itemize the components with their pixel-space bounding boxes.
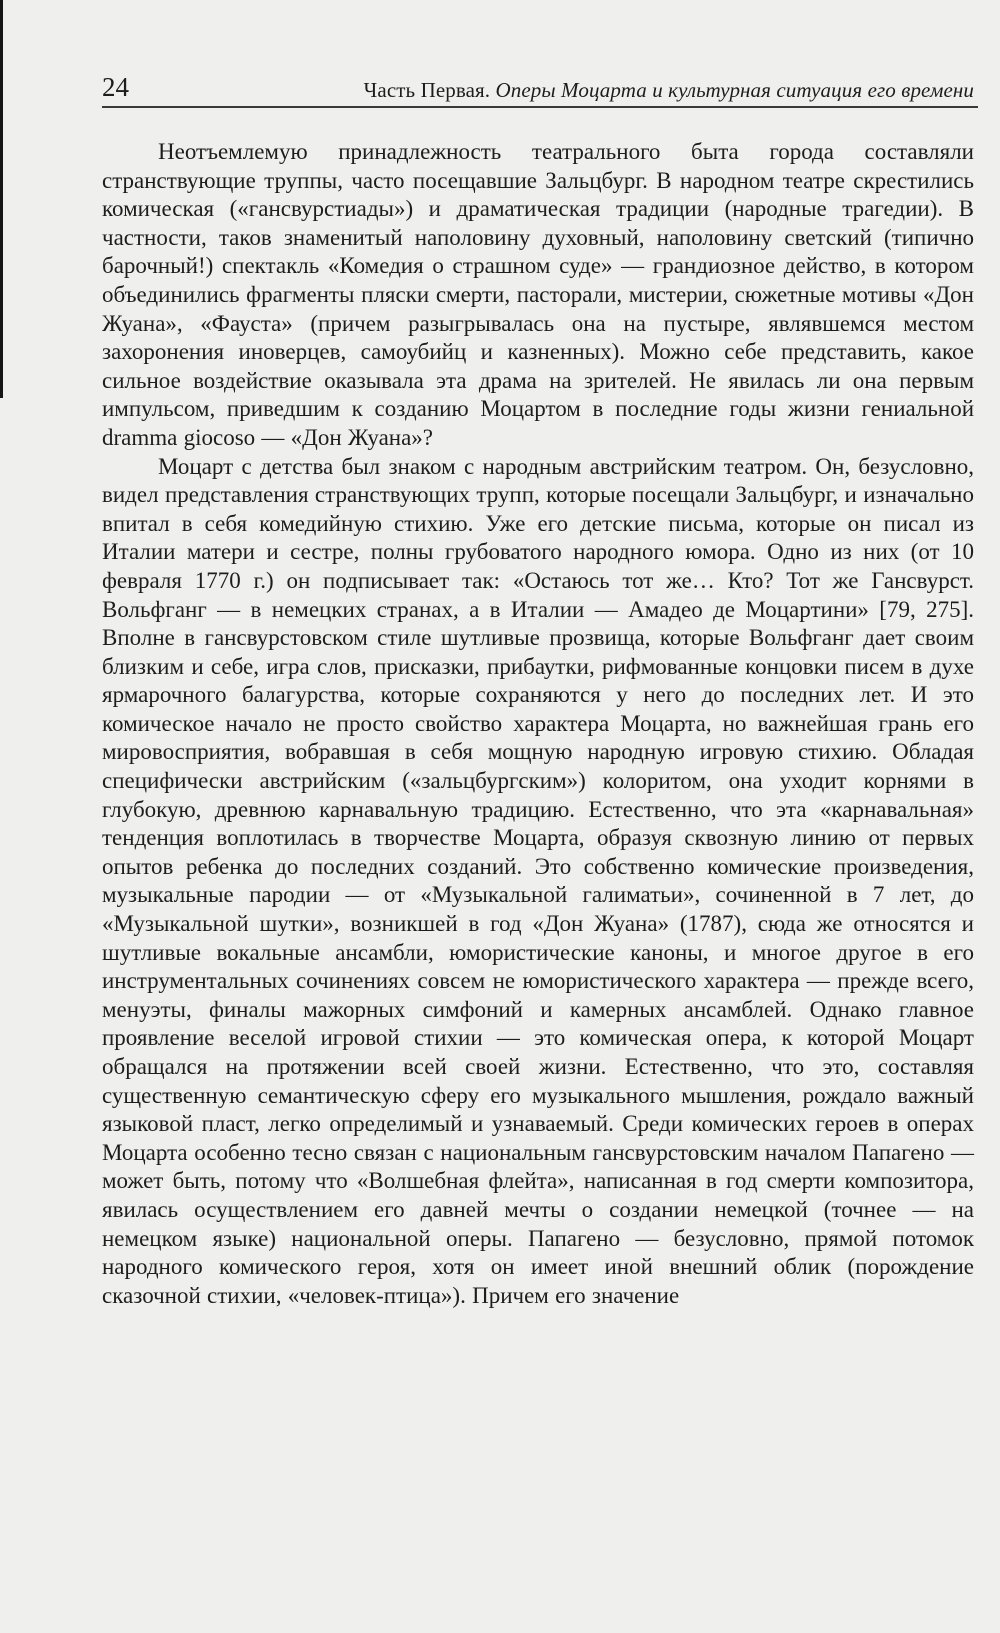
- running-header: [102, 72, 978, 108]
- running-title: [364, 79, 974, 101]
- paragraph-2: Моцарт с детства был знаком с народным австрийским театром. Он, безусловно, видел представления странствующих трупп, которые посещали Зальцбург, и изначально впитал в себя комедийную стихию. Уже его детские письма, которые он писал из Италии матери и сестре, полны грубоватого народного юмора. Одно из них (от 10 февраля 1770 г.) он подписывает так: «Остаюсь тот же… Кто? Тот же Гансвурст. Вольфганг — в немецких странах, а в Италии — Амадео де Моцартини» [79, 275]. Вполне в гансвурстовском стиле шутливые прозвища, которые Вольфганг дает своим близким и себе, игра слов, присказки, прибаутки, рифмованные концовки писем в духе ярмарочного балагурства, которые сохраняются у него до последних лет. И это комическое начало не просто свойство характера Моцарта, но важнейшая грань его мировосприятия, вобравшая в себя мощную народную игровую стихию. Обладая специфически австрийским («зальцбургским») колоритом, она уходит корнями в глубокую, древнюю карнавальную традицию. Естественно, что эта «карнавальная» тенденция воплотилась в творчестве Моцарта, образуя сквозную линию от первых опытов ребенка до последних созданий. Это собственно комические произведения, музыкальные пародии — от «Музыкальной галиматьи», сочиненной в 7 лет, до «Музыкальной шутки», возникшей в год «Дон Жуана» (1787), сюда же относятся и шутливые вокальные ансамбли, юмористические каноны, и многое другое в его инструментальных сочинениях совсем не юмористического характера — прежде всего, менуэты, финалы мажорных симфоний и камерных ансамблей. Однако главное проявление веселой игровой стихии — это комическая опера, к которой Моцарт обращался на протяжении всей своей жизни. Естественно, что это, составляя существенную семантическую сферу его музыкального мышления, рождало важный языковой пласт, легко определимый и узнаваемый. Среди комических героев в операх Моцарта особенно тесно связан с национальным гансвурстовским началом Папагено — может быть, потому что «Волшебная флейта», написанная в год смерти композитора, явилась осуществлением его давней мечты о создании немецкой (точнее — на немецком языке) национальной оперы. Папагено — безусловно, прямой потомок народного комического героя, хотя он имеет иной внешний облик (порождение сказочной стихии, «человек-птица»). Причем его значение: [102, 453, 974, 1308]
- running-title-part: Часть Первая.: [363, 78, 491, 102]
- book-page: [102, 72, 978, 1612]
- running-title-italic: Оперы Моцарта и культурная ситуация его времени: [495, 78, 974, 102]
- body-text: [102, 138, 974, 1310]
- page-edge-shadow: [0, 0, 3, 398]
- paragraph-1: Неотъемлемую принадлежность театрального быта города составляли странствующие труппы, часто посещавшие Зальцбург. В народном театре скрестились комическая («гансвурстиады») и драматическая традиции (народные трагедии). В частности, таков знаменитый наполовину духовный, наполовину светский (типично барочный!) спектакль «Комедия о страшном суде» — грандиозное действо, в котором объединились фрагменты пляски смерти, пасторали, мистерии, сюжетные мотивы «Дон Жуана», «Фауста» (причем разыгрывалась она на пустыре, являвшемся местом захоронения иноверцев, самоубийц и казненных). Можно себе представить, какое сильное воздействие оказывала эта драма на зрителей. Не явилась ли она первым импульсом, приведшим к созданию Моцартом в последние годы жизни гениальной dramma giocoso — «Дон Жуана»?: [102, 139, 974, 450]
- page-number: 24: [102, 72, 129, 102]
